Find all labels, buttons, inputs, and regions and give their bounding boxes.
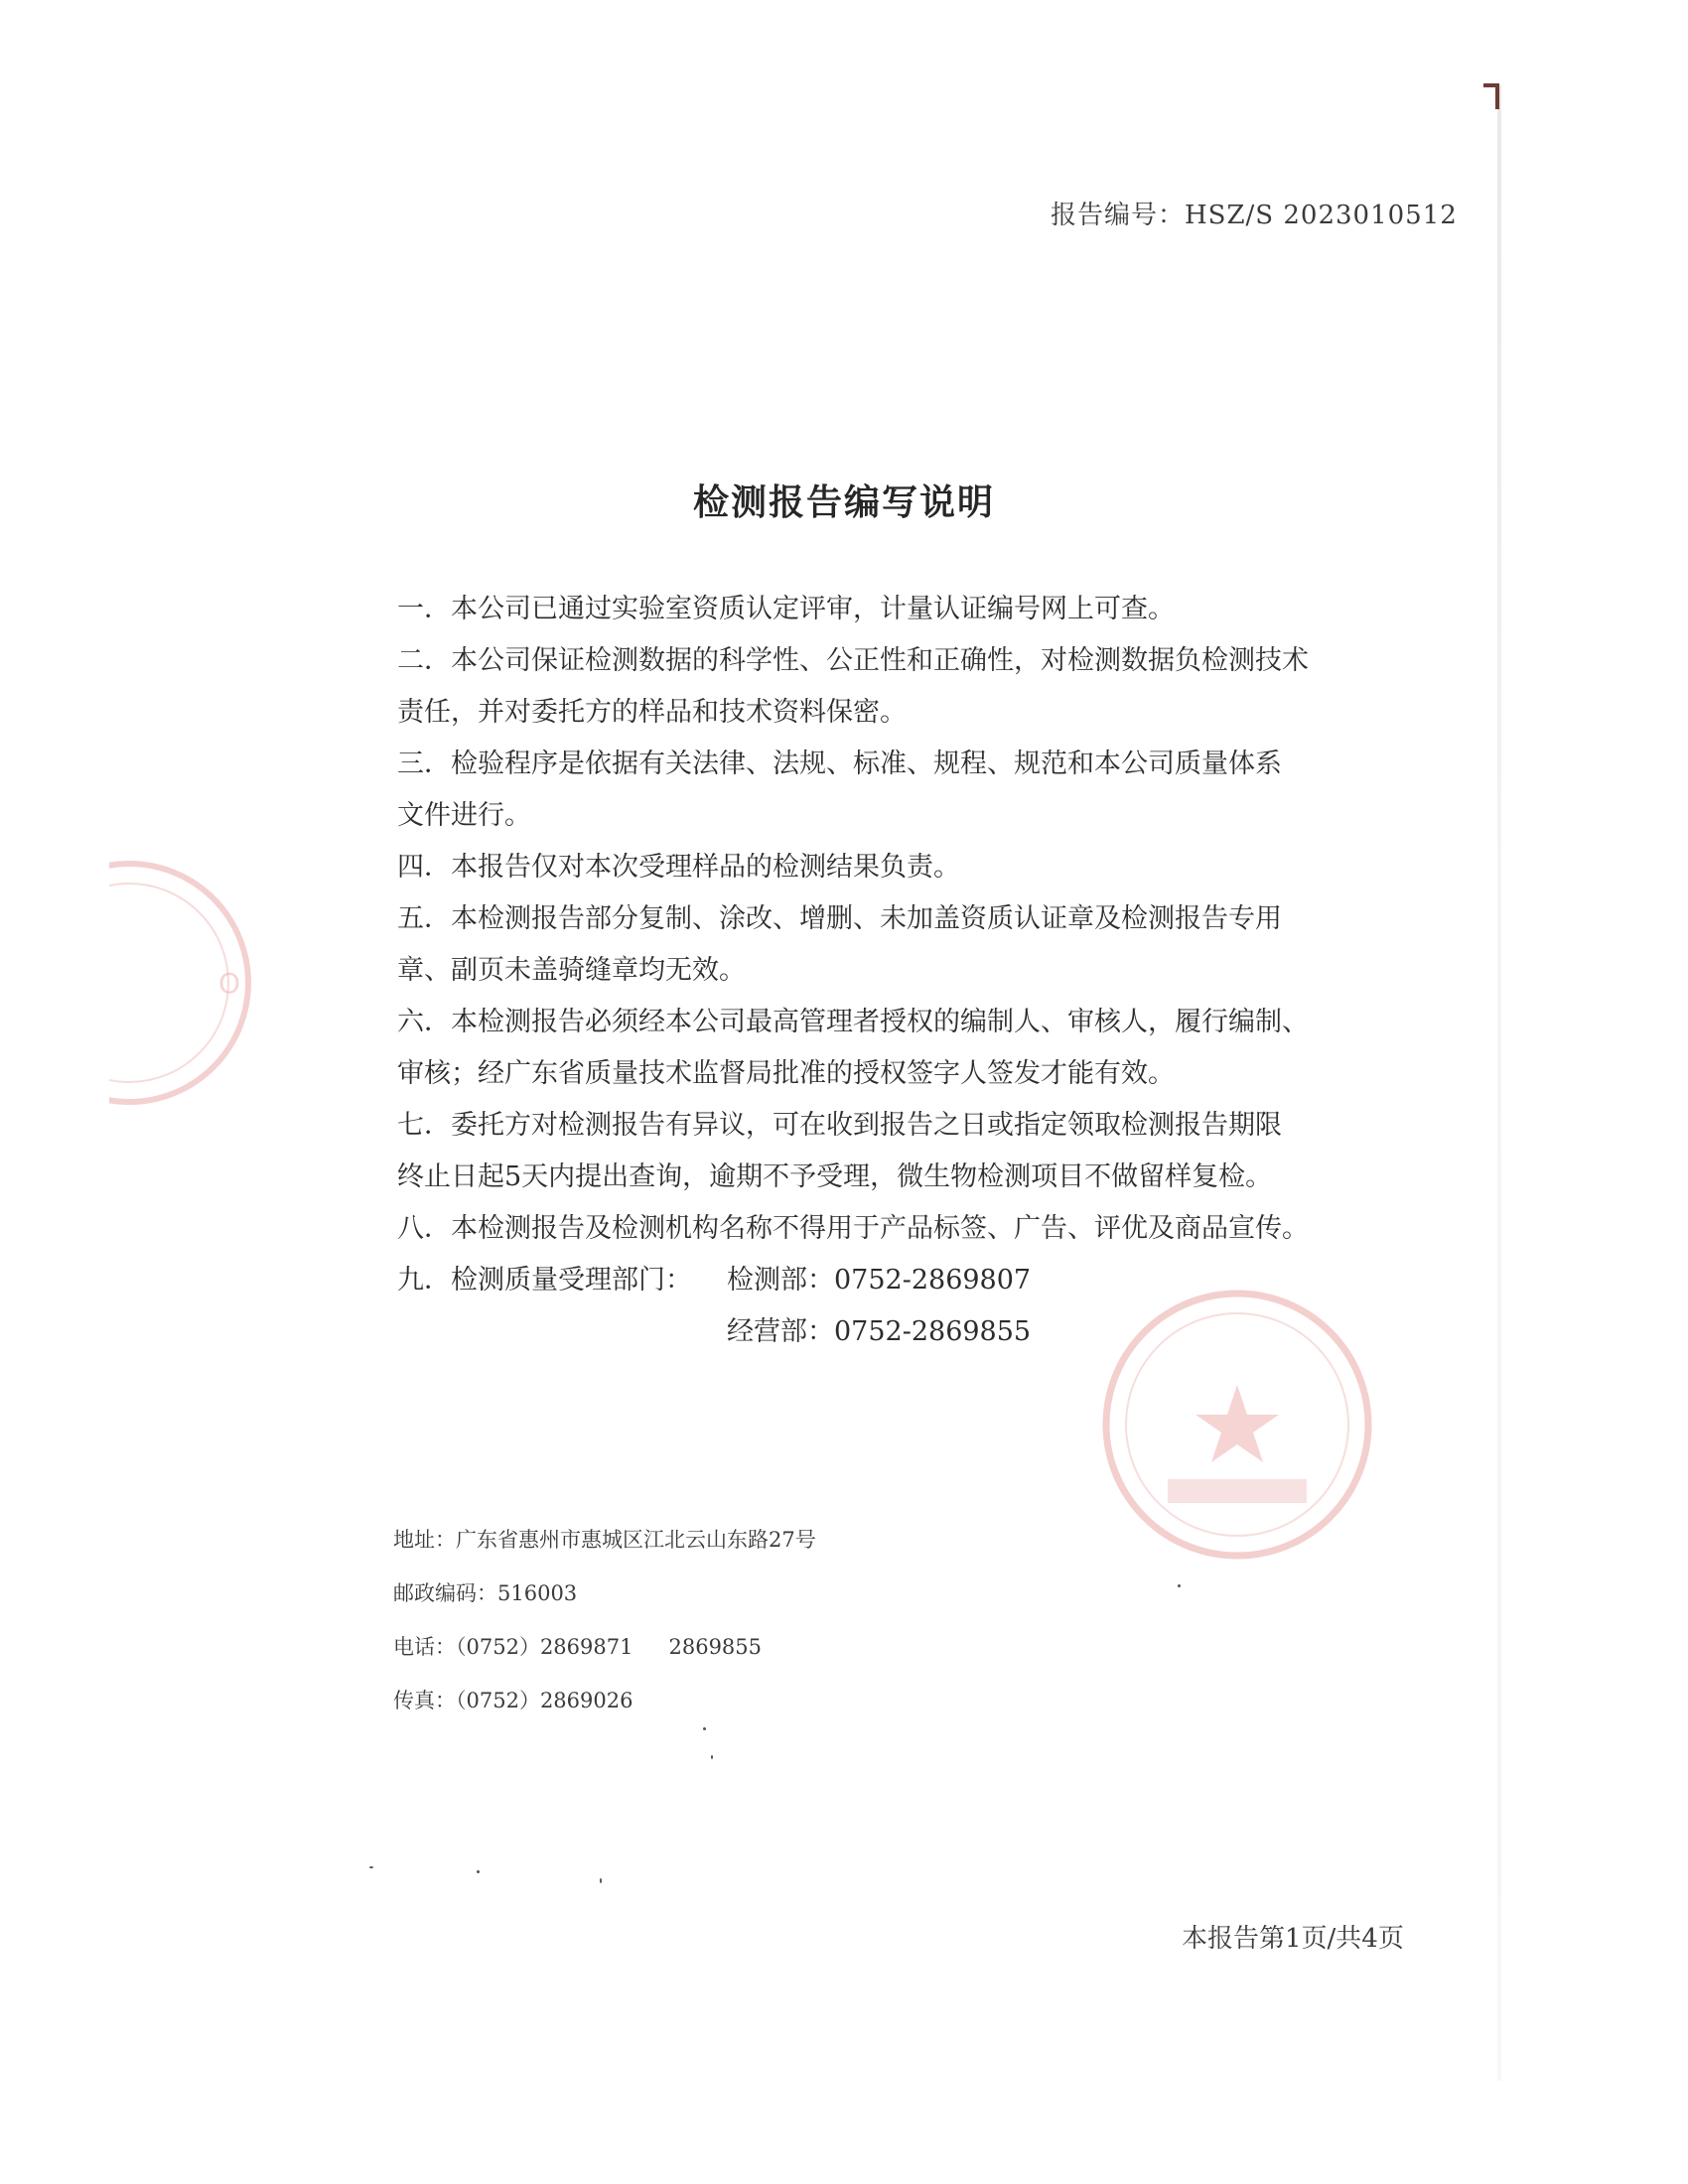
clause-8-line-1: 八．本检测报告及检测机构名称不得用于产品标签、广告、评优及商品宣传。	[397, 1213, 1309, 1244]
telephone-secondary: 2869855	[668, 1635, 763, 1659]
page-count: 本报告第1页/共4页	[1182, 1924, 1404, 1954]
contact-row-2	[397, 1306, 1390, 1358]
scan-speck	[703, 1727, 706, 1730]
clause-4-line-1: 四．本报告仅对本次受理样品的检测结果负责。	[397, 852, 960, 883]
fax: 传真：（0752）2869026	[393, 1689, 633, 1712]
testing-dept-phone: 检测部：0752-2869807	[727, 1265, 1032, 1296]
scan-speck	[369, 1866, 373, 1868]
clause-2-line-2: 责任，并对委托方的样品和技术资料保密。	[397, 697, 907, 728]
clause-7-line-1: 七．委托方对检测报告有异议，可在收到报告之日或指定领取检测报告期限	[397, 1110, 1282, 1141]
telephone	[393, 1620, 816, 1674]
contact-label: 九．检测质量受理部门：	[397, 1265, 692, 1296]
clause-1-line-1: 一．本公司已通过实验室资质认定评审，计量认证编号网上可查。	[397, 594, 1175, 624]
address: 地址：广东省惠州市惠城区江北云山东路27号	[393, 1528, 816, 1552]
scan-speck	[477, 1870, 480, 1873]
clause-5-line-2: 章、副页未盖骑缝章均无效。	[397, 955, 746, 986]
scan-speck	[711, 1755, 713, 1759]
clause-3-line-1: 三．检验程序是依据有关法律、法规、标准、规程、规范和本公司质量体系	[397, 749, 1282, 779]
page-title: 检测报告编写说明	[692, 481, 995, 523]
footer-info	[393, 1513, 816, 1727]
business-dept-phone: 经营部：0752-2869855	[727, 1316, 1032, 1347]
clause-list	[397, 584, 1390, 1358]
clause-5-line-1: 五．本检测报告部分复制、涂改、增删、未加盖资质认证章及检测报告专用	[397, 903, 1282, 934]
scan-speck	[600, 1878, 602, 1883]
clause-6-line-2: 审核；经广东省质量技术监督局批准的授权签字人签发才能有效。	[397, 1058, 1175, 1089]
contact-row-1	[397, 1255, 1390, 1306]
report-number: 报告编号：HSZ/S 2023010512	[1051, 201, 1458, 230]
clause-6-line-1: 六．本检测报告必须经本公司最高管理者授权的编制人、审核人，履行编制、	[397, 1007, 1309, 1037]
clause-2-line-1: 二．本公司保证检测数据的科学性、公正性和正确性，对检测数据负检测技术	[397, 645, 1309, 676]
clause-3-line-2: 文件进行。	[397, 800, 531, 831]
scan-speck	[1178, 1584, 1181, 1587]
telephone-primary: 电话：（0752）2869871	[393, 1635, 633, 1659]
left-edge-seal	[109, 844, 268, 1122]
scan-edge	[1497, 85, 1501, 2081]
clause-7-line-2: 终止日起5天内提出查询，逾期不予受理，微生物检测项目不做留样复检。	[397, 1161, 1273, 1192]
corner-fold-mark	[1483, 83, 1499, 109]
postcode: 邮政编码：516003	[393, 1581, 578, 1605]
svg-text:O: O	[218, 967, 241, 1000]
